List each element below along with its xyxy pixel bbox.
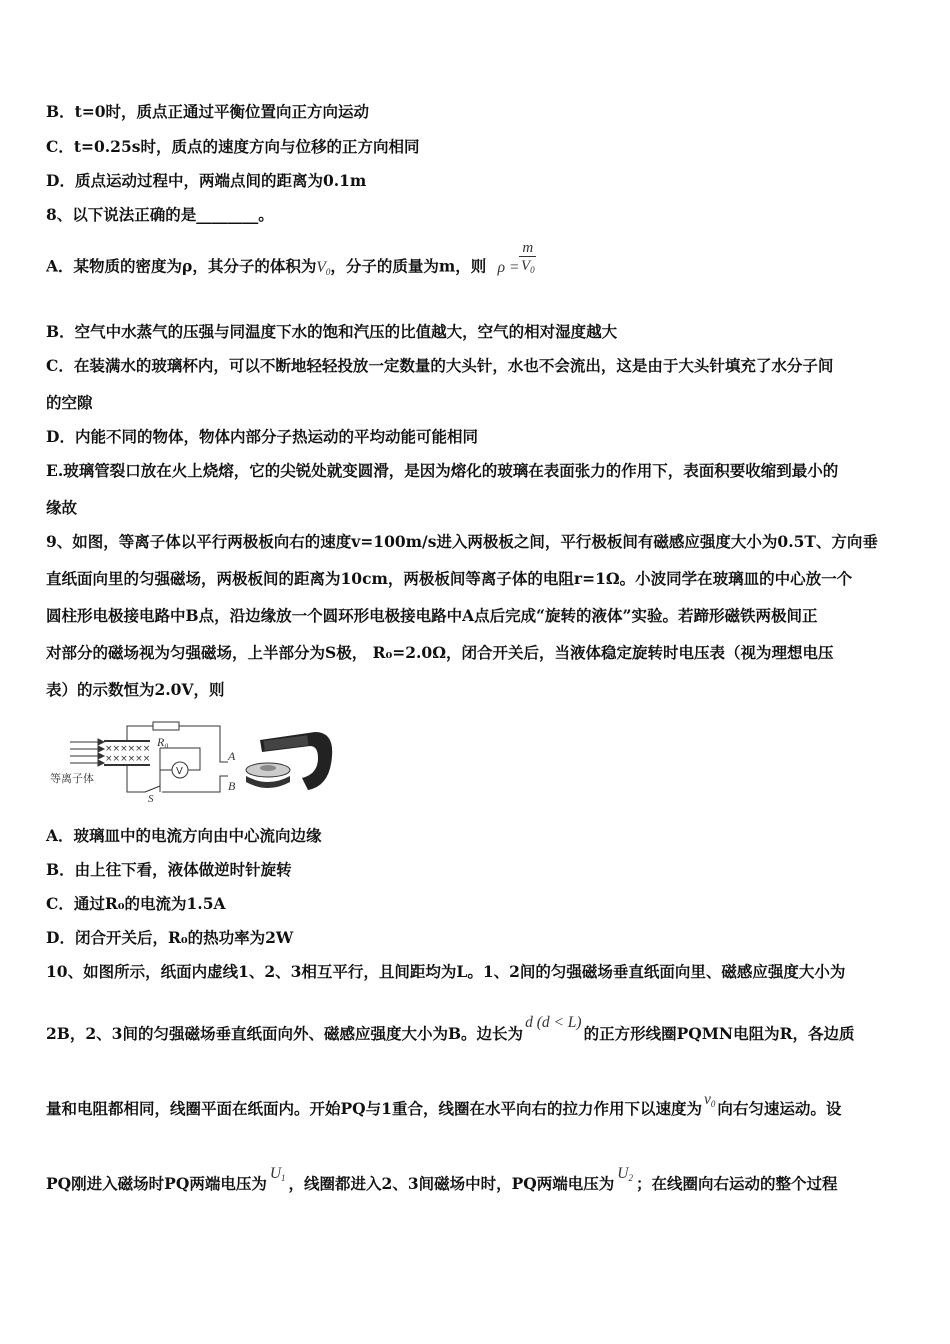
q8-option-c-line2: 的空隙 — [46, 393, 93, 412]
circuit-figure — [50, 718, 335, 806]
bottom-plate — [104, 764, 150, 766]
voltmeter-label: V — [176, 766, 183, 777]
q9-option-a: A．玻璃皿中的电流方向由中心流向边缘 — [46, 826, 322, 845]
cross-row-1: ×××××× — [105, 744, 151, 754]
d-condition: d (d < L) — [525, 1014, 582, 1031]
q8-option-d: D．内能不同的物体，物体内部分子热运动的平均动能可能相同 — [46, 427, 478, 446]
horseshoe-magnet — [246, 732, 332, 790]
density-fraction: $\frac{m}{V_0}$ — [520, 240, 535, 275]
top-plate — [104, 740, 150, 742]
q8-option-c-line1: C．在装满水的玻璃杯内，可以不断地轻轻投放一定数量的大头针，水也不会流出，这是由于大头针填充了水分子间 — [46, 356, 834, 375]
q9-option-d: D．闭合开关后，R₀的热功率为2W — [46, 928, 294, 947]
q9-stem-line2: 直纸面向里的匀强磁场，两极板间的距离为10cm，两极板间等离子体的电阻r=1Ω。小波同学在玻璃皿的中心放一个 — [46, 569, 853, 588]
q8-stem: 8、以下说法正确的是________。 — [46, 205, 274, 224]
q9-stem-line3: 圆柱形电极接电路中B点，沿边缘放一个圆环形电极接电路中A点后完成“旋转的液体”实验。若蹄形磁铁两极间正 — [46, 606, 818, 625]
q10-stem-line4: PQ刚进入磁场时PQ两端电压为$U_1$ ，线圈都进入2、3间磁场中时，PQ两端电压为$U_2$ ；在线圈向右运动的整个过程 — [46, 1165, 838, 1193]
cross-row-2: ×××××× — [105, 754, 151, 764]
node-a-label: A — [228, 749, 236, 763]
plasma-label: 等离子体 — [50, 772, 94, 785]
node-b-label: B — [228, 779, 236, 793]
v0-symbol: $V_0$ — [316, 258, 331, 277]
plasma-arrows — [70, 739, 104, 766]
u1-voltage: $U_1$ — [269, 1165, 286, 1183]
q10-stem-line3: 量和电阻都相同，线圈平面在纸面内。开始PQ与1重合，线圈在水平向右的拉力作用下以速度为 $v_0$ 向右匀速运动。设 — [46, 1091, 842, 1118]
q7-option-b: B．t=0时，质点正通过平衡位置向正方向运动 — [46, 102, 370, 121]
q8-option-e-line1: E.玻璃管裂口放在火上烧熔，它的尖锐处就变圆滑，是因为熔化的玻璃在表面张力的作用下，表面积要收缩到最小的 — [46, 461, 839, 480]
rho-equals: ρ = — [497, 258, 520, 276]
q7-option-c: C．t=0.25s时，质点的速度方向与位移的正方向相同 — [46, 137, 420, 156]
q9-option-c: C．通过R₀的电流为1.5A — [46, 894, 226, 913]
q9-stem-line4: 对部分的磁场视为匀强磁场，上半部分为S极， R₀=2.0Ω，闭合开关后，当液体稳定旋转时电压表（视为理想电压 — [46, 643, 834, 662]
q8-option-e-line2: 缘故 — [46, 498, 78, 517]
q8-option-a-text: A．某物质的密度为ρ，其分子的体积为 — [46, 256, 317, 276]
q9-option-b: B．由上往下看，液体做逆时针旋转 — [46, 860, 292, 879]
q7-option-d: D．质点运动过程中，两端点间的距离为0.1m — [46, 171, 367, 190]
q9-stem-line1: 9、如图，等离子体以平行两极板向右的速度v=100m/s进入两极板之间，平行极板间有磁感应强度大小为0.5T、方向垂 — [46, 532, 878, 551]
r0-label: R₀ — [157, 735, 169, 749]
q10-stem-line1: 10、如图所示，纸面内虚线1、2、3相互平行，且间距均为L。1、2间的匀强磁场垂直纸面向里、磁感应强度大小为 — [46, 962, 846, 981]
switch-label: S — [148, 793, 154, 805]
q8-option-a-mid: ，分子的质量为m，则 — [330, 256, 487, 276]
v0-velocity: $v_0$ — [703, 1091, 716, 1109]
u2-voltage: $U_2$ — [617, 1165, 633, 1183]
q8-option-b: B．空气中水蒸气的压强与同温度下水的饱和汽压的比值越大，空气的相对湿度越大 — [46, 322, 618, 341]
q9-stem-line5: 表）的示数恒为2.0V，则 — [46, 680, 225, 699]
q10-stem-line2: 2B，2、3间的匀强磁场垂直纸面向外、磁感应强度大小为B。边长为d (d < L)的正方形线圈PQMN电阻为R，各边质 — [46, 1014, 855, 1043]
q8-option-a — [46, 240, 536, 282]
